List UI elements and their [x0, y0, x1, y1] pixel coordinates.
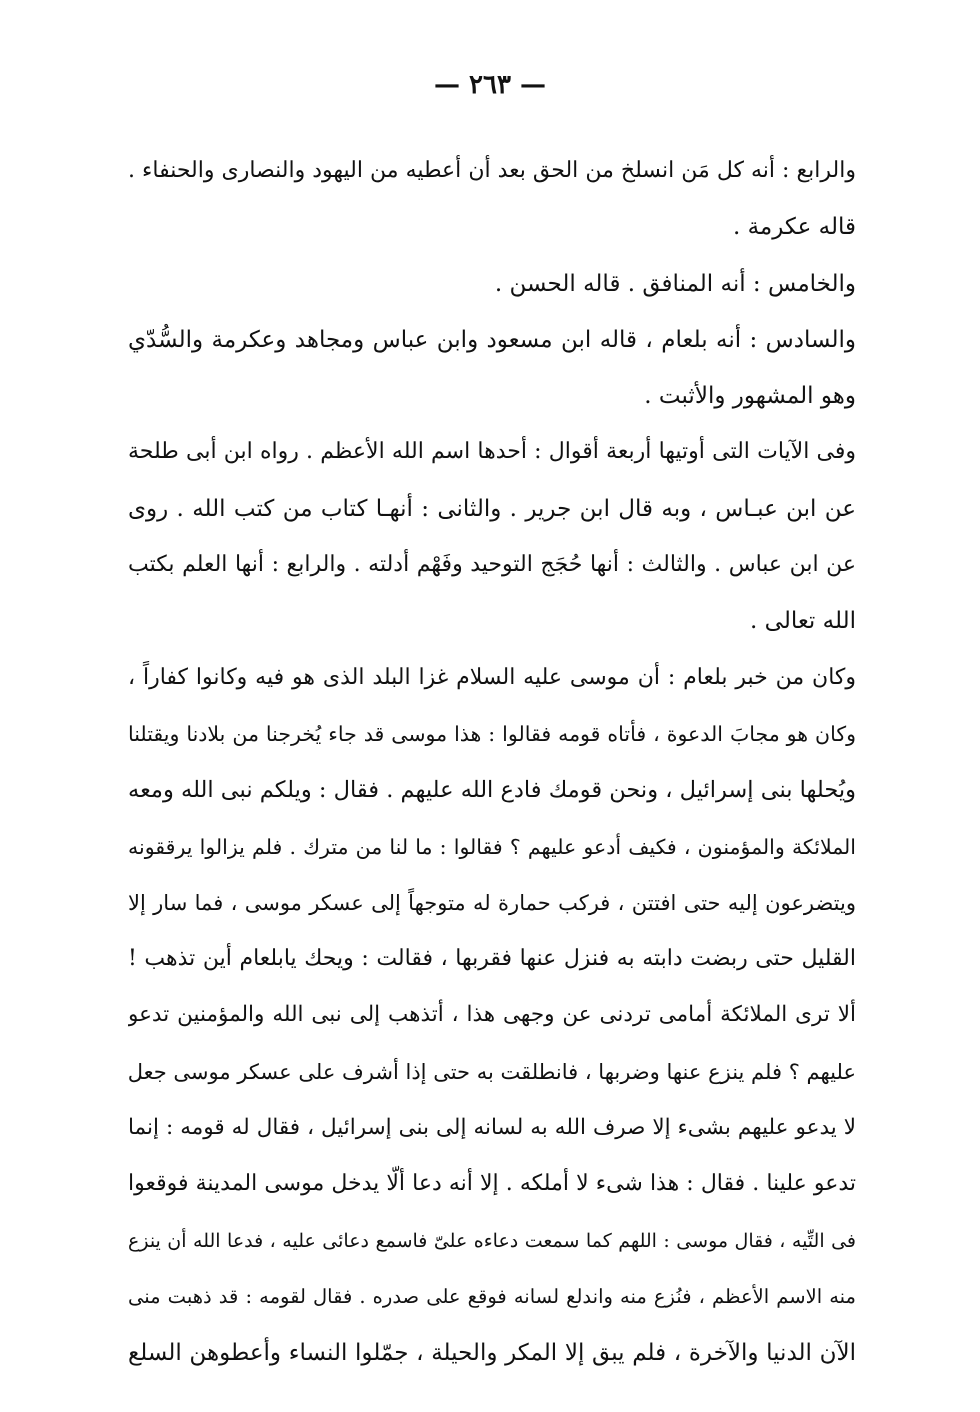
text-line: لا يدعو عليهم بشىء إلا صرف الله به لسانه إلى بنى إسرائيل ، فقال له قومه : إنما [128, 1115, 856, 1141]
text-line: عن ابن عباس . والثالث : أنها حُجَج التوحيد وفَهْم أدلته . والرابع : أنها العلم بكتب [128, 552, 856, 578]
text-line: منه الاسم الأعظم ، فنُزع منه واندلع لسانه فوقع على صدره . فقال لقومه : قد ذهبت منى [128, 1284, 856, 1308]
text-line: والخامس : أنه المنافق . قاله الحسن . [494, 270, 856, 297]
text-line: تدعو علينا . فقال : هذا شىء لا أملكه . إلا أنه دعا ألّا يدخل موسى المدينة فوقعوا [128, 1171, 856, 1197]
text-line: وفى الآيات التى أوتيها أربعة أقوال : أحدها اسم الله الأعظم . رواه ابن أبى طلحة [128, 439, 856, 465]
body-text [128, 143, 856, 1382]
text-line: عن ابن عبـاس ، وبه قال ابن جرير . والثانى : أنهـا كتاب من كتب الله . روى [128, 495, 856, 522]
text-line: القليل حتى ربضت دابته به فنزل عنها فقربها ، فقالت : ويحك يابلعام أين تذهب ! [128, 946, 856, 972]
text-line: وكان من خبر بلعام : أن موسى عليه السلام غزا البلد الذى هو فيه وكانوا كفاراً ، [128, 664, 856, 690]
page-number: — ٢٦٣ — [433, 70, 547, 100]
text-line: ويتضرعون إليه حتى افتتن ، فركب حمارة له متوجهاً إلى عسكر موسى ، فما سار إلا [128, 890, 856, 915]
text-line: والسادس : أنه بلعام ، قاله ابن مسعود وابن عباس ومجاهد وعكرمة والسُّدّي [128, 326, 856, 353]
text-line: وهو المشهور والأثبت . [644, 383, 856, 410]
text-line: والرابع : أنه كل مَن انسلخ من الحق بعد أن أعطيه من اليهود والنصارى والحنفاء . [128, 158, 856, 183]
text-line: الله تعالى . [750, 608, 856, 635]
text-line: الآن الدنيا والآخرة ، فلم يبق إلا المكر والحيلة ، جمّلوا النساء وأعطوهن السلع [128, 1340, 856, 1367]
text-line: فى التِّيه ، فقال موسى : اللهم كما سمعت دعاءه علىّ فاسمع دعائى عليه ، فدعا الله أن ينزع [128, 1229, 856, 1252]
text-line: عليهم ؟ فلم ينزع عنها وضربها ، فانطلقت به حتى إذا أشرف على عسكر موسى جعل [128, 1059, 856, 1084]
text-line: الملائكة والمؤمنون ، فكيف أدعو عليهم ؟ فقالوا : ما لنا من مترك . فلم يزالوا يرققونه [128, 834, 856, 859]
text-line: ويُحلها بنى إسرائيل ، ونحن قومك فادع الله عليهم . فقال : ويلكم نبى الله ومعه [128, 777, 856, 804]
text-line: ألا ترى الملائكة أمامى تردنى عن وجهى هذا ، أتذهب إلى نبى الله والمؤمنين تدعو [128, 1002, 856, 1028]
text-line: قاله عكرمة . [732, 214, 856, 241]
text-line: وكان هو مجابَ الدعوة ، فأتاه قومه فقالوا : هذا موسى قد جاء يُخرجنا من بلادنا ويقتلنا [128, 721, 856, 746]
